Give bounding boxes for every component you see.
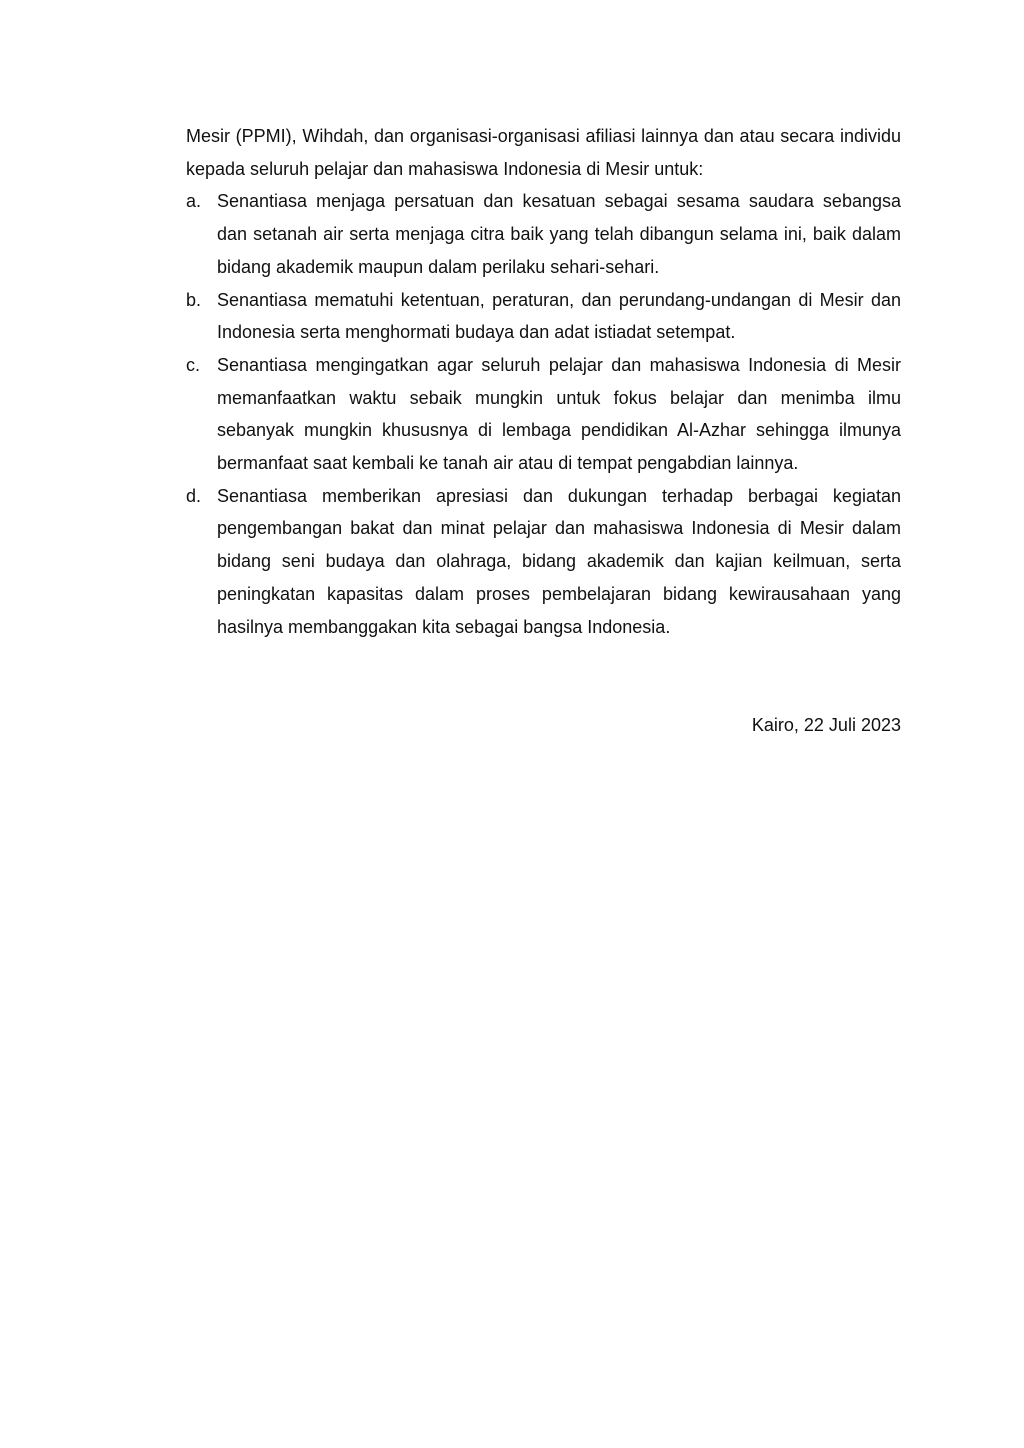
document-page <box>186 120 901 742</box>
list-item <box>186 349 901 480</box>
list-item <box>186 480 901 644</box>
place-date: Kairo, 22 Juli 2023 <box>751 715 901 736</box>
list-marker: c. <box>186 354 201 375</box>
list-item <box>186 284 901 349</box>
intro-paragraph: Mesir (PPMI), Wihdah, dan organisasi-organisasi afiliasi lainnya dan atau secara individu kepada seluruh pelajar dan mahasiswa Indonesia di Mesir untuk: <box>186 126 901 179</box>
points-list <box>186 185 901 643</box>
list-item-text: Senantiasa memberikan apresiasi dan dukungan terhadap berbagai kegiatan pengembangan bakat dan minat pelajar dan mahasiswa Indonesia di Mesir dalam bidang seni budaya dan olahraga, bidang akademik dan kajian keilmuan, serta peningkatan kapasitas dalam proses pembelajaran bidang kewirausahaan yang hasilnya membanggakan kita sebagai bangsa Indonesia. <box>217 485 901 637</box>
list-marker: d. <box>186 485 202 506</box>
list-item-text: Senantiasa mematuhi ketentuan, peraturan, dan perundang-undangan di Mesir dan Indonesia serta menghormati budaya dan adat istiadat setempat. <box>217 289 901 343</box>
list-marker: a. <box>186 191 202 212</box>
list-item-text: Senantiasa menjaga persatuan dan kesatuan sebagai sesama saudara sebangsa dan setanah air serta menjaga citra baik yang telah dibangun selama ini, baik dalam bidang akademik maupun dalam perilaku sehari-sehari. <box>217 191 901 277</box>
list-marker: b. <box>186 289 202 310</box>
list-item-text: Senantiasa mengingatkan agar seluruh pelajar dan mahasiswa Indonesia di Mesir memanfaatkan waktu sebaik mungkin untuk fokus belajar dan menimba ilmu sebanyak mungkin khususnya di lembaga pendidikan Al-Azhar sehingga ilmunya bermanfaat saat kembali ke tanah air atau di tempat pengabdian lainnya. <box>217 354 901 474</box>
list-item <box>186 185 901 283</box>
